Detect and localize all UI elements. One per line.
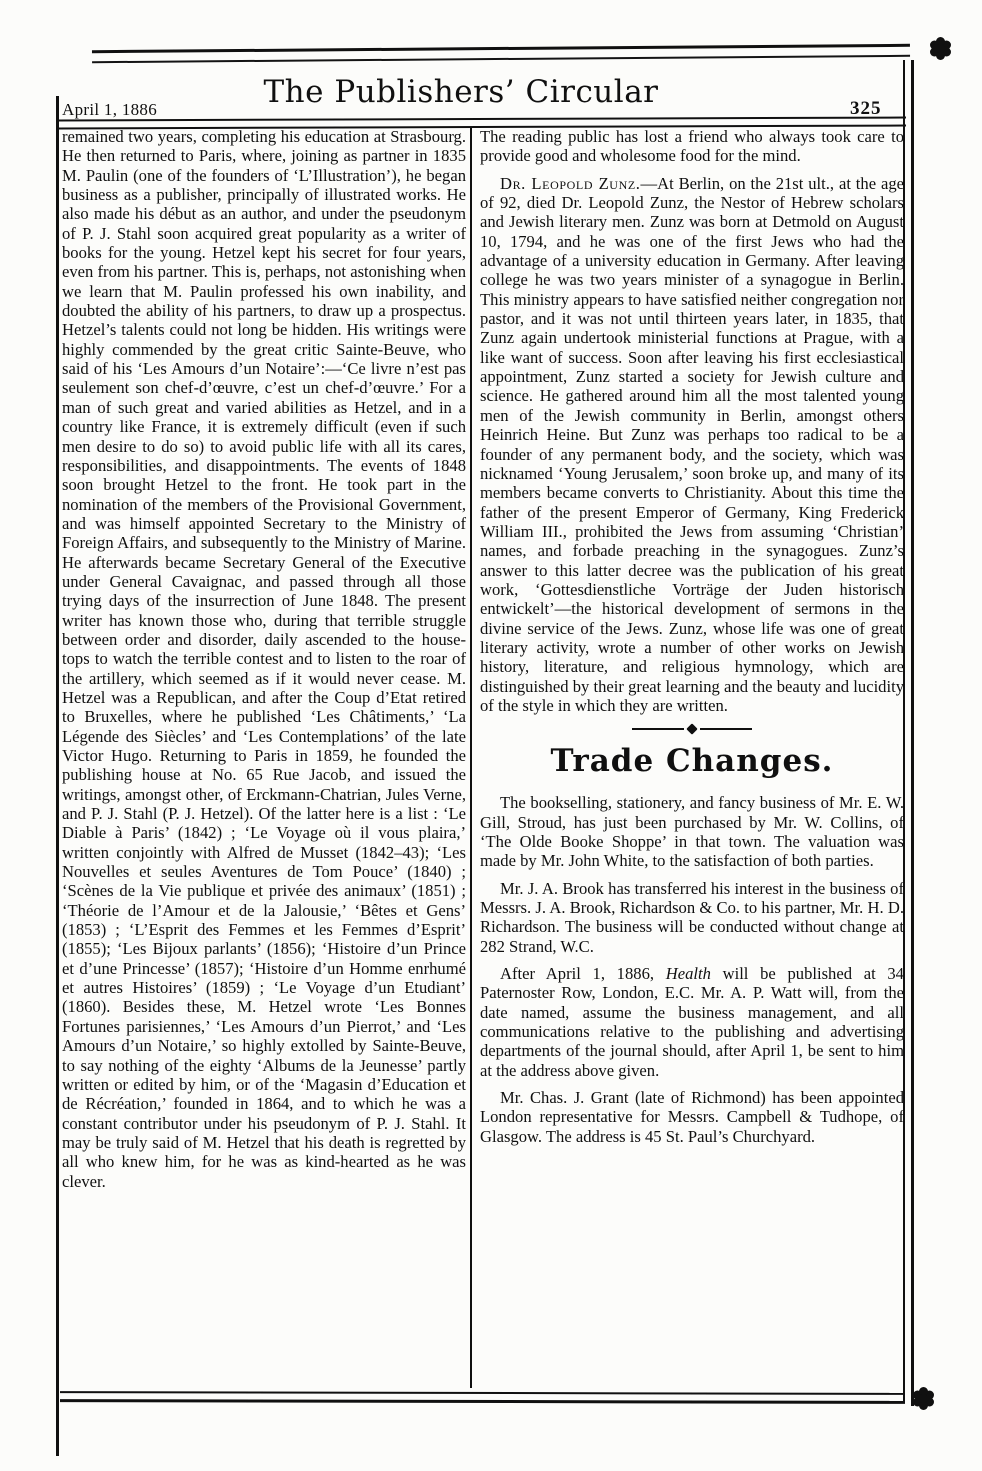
section-heading: Trade Changes.: [550, 743, 834, 780]
trade-paragraph: [480, 964, 904, 1080]
page-number: 325: [850, 98, 882, 119]
obituary-closing-text: The reading public has lost a friend who always took care to provide good and wholesome food for the mind.: [480, 127, 904, 166]
left-column: [62, 127, 466, 1191]
trade-paragraph: Mr. Chas. J. Grant (late of Richmond) has been appointed London representative for Messrs. Campbell & Tudhope, of Glasgow. The address is 45 St. Paul’s Churchyard.: [480, 1088, 904, 1146]
diamond-ornament-icon: [686, 724, 697, 735]
page-border-right-outer: [911, 60, 914, 1406]
divider-line: [700, 728, 752, 730]
article-continuation-text: remained two years, completing his education at Strasbourg. He then returned to Paris, where, joining as partner in 1835 M. Paulin (one of the founders of ‘L’Illustration’), he began business as a publisher, principally of illustrated works. He also made his début as an author, and under the pseudonym of P. J. Stahl soon acquired great popularity as a writer of books for the young. Hetzel kept his secret for four years, even from his partner. This is, perhaps, not astonishing when we learn that M. Paulin professed his own inability, and doubted the ability of his partners, to draw up a prospectus. Hetzel’s talents could not long be hidden. His writings were highly commended by the great critic Sainte-Beuve, who said of his ‘Les Amours d’un Notaire’:—‘Ce livre n’est pas seulement son chef-d’œuvre, c’est un chef-d’œuvre.’ For a man of such great and varied abilities as Hetzel, and in a country like France, it is extremely difficult (even if such men desire to do so) to avoid public life with all its cares, responsibilities, and disappointments. The events of 1848 soon brought Hetzel to the front. He took part in the nomination of the members of the Provisional Government, and was himself appointed Secretary to the Ministry of Foreign Affairs, and subsequently to the Ministry of Marine. He afterwards became Secretary General of the Executive under General Cavaignac, and passed through all those trying days of the insurrection of June 1848. The present writer has known those who, during that terrible struggle between order and disorder, daily ascended to the house-tops to watch the terrible contest and to listen to the roar of the artillery, which seemed as if it would never cease. M. Hetzel was a Republican, and after the Coup d’Etat retired to Bruxelles, where he published ‘Les Châtiments,’ ‘La Légende des Siècles’ and ‘Les Contemplations’ of the late Victor Hugo. Returning to Paris in 1859, he founded the publishing house at No. 65 Rue Jacob, and issued the writings, amongst other, of Erckmann-Chatrian, Jules Verne, and P. J. Stahl (P. J. Hetzel). Of the latter here is a list : ‘Le Diable à Paris’ (1842) ; ‘Le Voyage où il vous plaira,’ written conjointly with Alfred de Musset (1842–43); ‘Les Nouvelles et seules Aventures de Tom Pouce’ (1840) ; ‘Scènes de la Vie publique et privée des animaux’ (1851) ; ‘Théorie de l’Amour et de la Jalousie,’ ‘Bêtes et Gens’ (1853) ; ‘L’Esprit des Femmes et les Femmes d’Esprit’ (1855); ‘Les Bijoux parlants’ (1856); ‘Histoire d’un Prince et d’une Princesse’ (1857); ‘Histoire d’un Homme enrhumé et autres Histoires’ (1859) ; ‘Le Voyage d’un Etudiant’ (1860). Besides these, M. Hetzel wrote ‘Les Bonnes Fortunes parisiennes,’ ‘Les Amours d’un Pierrot,’ and ‘Les Amours d’un Notaire,’ so highly extolled by Sainte-Beuve, to say nothing of the eighty ‘Albums de la Jeunesse’ partly written or edited by him, or of the ‘Magasin d’Education et de Récréation,’ founded in 1864, and to which he was a constant contributor under his pseudonym of P. J. Stahl. It may be truly said of M. Hetzel that his death is regretted by all who knew him, for he was as kind-hearted as he was clever.: [62, 127, 466, 1191]
page-title: The Publishers’ Circular: [263, 74, 659, 110]
page-columns: [62, 127, 904, 1191]
page-border-left: [56, 96, 59, 1456]
bottom-double-rule: [60, 1391, 905, 1404]
journal-name: Health: [665, 964, 711, 984]
trade-paragraph-text: will be published at 34 Paternoster Row, London, E.C. Mr. A. P. Watt will, from the date named, assume the business management, and all communications relative to the publishing and advertising departments of the journal should, after April 1, be sent to him at the address above given.: [480, 964, 904, 1080]
obituary-zunz-paragraph: [480, 174, 904, 716]
issue-date: April 1, 1886: [62, 100, 158, 119]
obituary-body: —At Berlin, on the 21st ult., at the age of 92, died Dr. Leopold Zunz, the Nestor of Hebrew scholars and Jewish literary men. Zunz was born at Detmold on August 10, 1794, and he was one of the first Jews who had the advantage of a university education in Germany. After leaving college he was two years minister of a synagogue in Berlin. This ministry appears to have satisfied neither congregation nor pastor, and it was not until thirteen years later, in 1835, that Zunz again undertook ministerial functions at Prague, with a like want of success. Soon after leaving his first ecclesiastical appointment, Zunz started a society for Jewish culture and science. He gathered around him all the most talented young men of the Jewish community in Berlin, amongst others Heinrich Heine. But Zunz was perhaps too radical to be a founder of any permanent body, and the society, which was nicknamed ‘Young Jerusalem,’ soon broke up, and many of its members became converts to Christianity. About this time the father of the present Emperor of Germany, King Frederick William III., prohibited the Jews from assuming ‘Christian’ names, and forbade preaching in the synagogues. Zunz’s answer to this latter decree was the publication of his great work, ‘Gottesdienstliche Vorträge der Juden historisch entwickelt’—the historical development of sermons in the divine service of the Jews. Zunz, whose life was one of great literary activity, wrote a number of other works on Jewish history, literature, and religious hymnology, which are distinguished by their great learning and the beauty and lucidity of the style in which they are written.: [480, 173, 904, 715]
trade-paragraph: The bookselling, stationery, and fancy business of Mr. E. W. Gill, Stroud, has just been purchased by Mr. W. Collins, of ‘The Olde Booke Shoppe’ in that town. The valuation was made by Mr. John White, to the satisfaction of both parties.: [480, 793, 904, 871]
section-divider: [480, 725, 904, 733]
divider-line: [632, 728, 684, 730]
right-column: [480, 127, 904, 1191]
rosette-icon: [919, 1394, 928, 1403]
trade-paragraph-text: After April 1, 1886,: [500, 964, 666, 984]
trade-paragraph: Mr. J. A. Brook has transferred his interest in the business of Messrs. J. A. Brook, Richardson & Co. to his partner, Mr. H. D. Richardson. The business will be conducted without change at 282 Strand, W.C.: [480, 878, 904, 956]
obituary-lead: Dr. Leopold Zunz.: [500, 173, 641, 193]
top-ornament-rule: [92, 44, 910, 63]
rosette-icon: [936, 44, 945, 53]
